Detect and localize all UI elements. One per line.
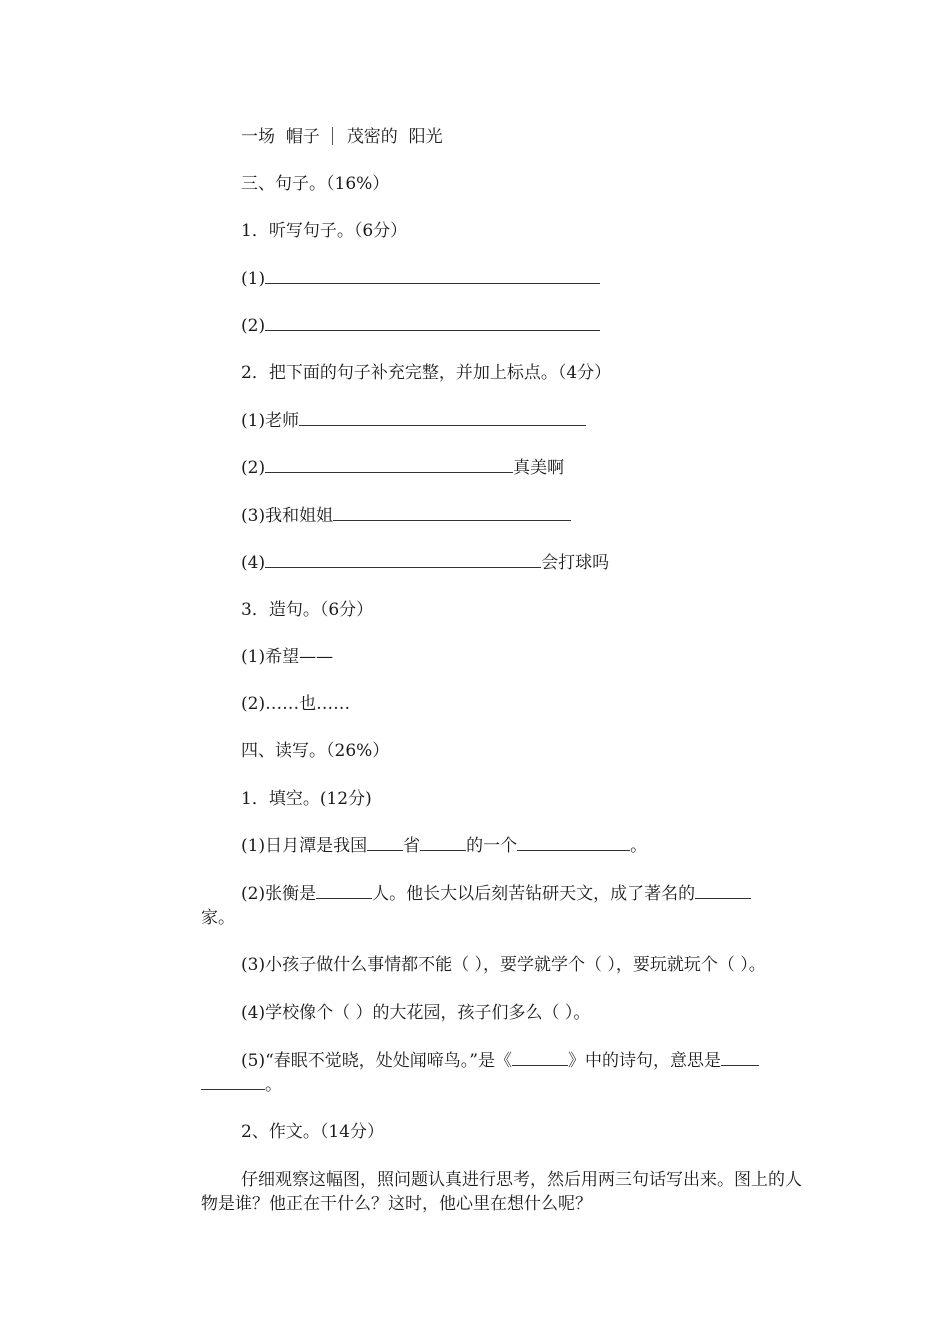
answer-blank[interactable]: [265, 457, 513, 473]
answer-blank[interactable]: [265, 315, 600, 331]
word-1: 一场: [241, 127, 275, 147]
complete-2: (2) 真美啊: [241, 458, 565, 478]
fill-1: (1)日月潭是我国 省 的一个 。: [241, 836, 648, 856]
word-4: 阳光: [408, 127, 443, 147]
answer-blank[interactable]: [367, 835, 403, 851]
fill-2: (2)张衡是 人。他长大以后刻苦钻研天文，成了著名的 家。: [201, 882, 813, 930]
complete-1: (1)老师: [241, 410, 586, 432]
answer-blank[interactable]: [201, 1074, 265, 1090]
make-sentence-1: (1)希望——: [241, 647, 334, 667]
fill-4: (4)学校像个（ ）的大花园，孩子们多么（ ）。: [241, 1003, 591, 1023]
answer-blank[interactable]: [512, 1050, 568, 1066]
dictation-1: (1): [241, 268, 600, 290]
word-line: [241, 126, 443, 148]
q2-title: 2．把下面的句子补充完整，并加上标点。（4分）: [241, 363, 612, 383]
fill-3: (3)小孩子做什么事情都不能（ ），要学就学个（ ），要玩就玩个（ ）。: [241, 955, 766, 975]
answer-blank[interactable]: [721, 1050, 759, 1066]
section-3-title: 三、句子。（16%）: [241, 174, 390, 194]
word-3: 茂密的: [346, 127, 398, 147]
separator: [332, 127, 333, 145]
q3-title: 3．造句。（6分）: [241, 600, 374, 620]
answer-blank[interactable]: [316, 883, 372, 899]
fill-title: 1．填空。(12分): [241, 789, 372, 809]
complete-3: (3)我和姐姐: [241, 505, 571, 527]
fill-5: (5)“春眠不觉晓，处处闻啼鸟。”是《 》中的诗句，意思是 。: [201, 1049, 813, 1097]
answer-blank[interactable]: [299, 410, 586, 426]
section-4-title: 四、读写。（26%）: [241, 741, 390, 761]
answer-blank[interactable]: [695, 883, 751, 899]
composition-prompt: 仔细观察这幅图，照问题认真进行思考，然后用两三句话写出来。图上的人物是谁？他正在干什么？这时，他心里在想什么呢？: [201, 1170, 802, 1214]
word-2: 帽子: [285, 127, 320, 147]
answer-blank[interactable]: [420, 835, 466, 851]
answer-blank[interactable]: [265, 268, 600, 284]
dictation-2: (2): [241, 315, 600, 337]
make-sentence-2: (2)……也……: [241, 694, 351, 714]
answer-blank[interactable]: [333, 505, 571, 521]
complete-4: (4) 会打球吗: [241, 553, 610, 573]
composition-title: 2、作文。（14分）: [241, 1122, 384, 1142]
answer-blank[interactable]: [517, 835, 630, 851]
answer-blank[interactable]: [265, 552, 541, 568]
q1-title: 1．听写句子。（6分）: [241, 221, 408, 241]
